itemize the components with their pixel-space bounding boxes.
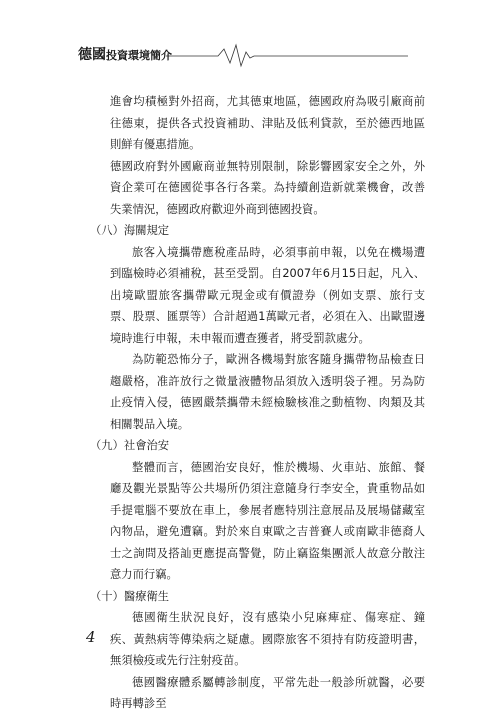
header-title-sub: 投資環境簡介 — [106, 49, 172, 62]
body-paragraph: 整體而言，德國治安良好，惟於機場、火車站、旅館、餐廳及觀光景點等公共場所仍須注意隨身行李安全，貴重物品如手提電腦不要放在車上，參展者應特別注意展品及展場儲藏室內物品，避免遭竊。對於來自東歐之吉普賽人或南歐非德裔人士之詢問及搭訕更應提高警覺，防止竊盜集團派人故意分散注意力而行竊。 — [110, 460, 425, 581]
page-number: 4 — [86, 628, 96, 646]
body-paragraph: 德國醫療體系屬轉診制度，平常先赴一般診所就醫，必要時再轉診至 — [110, 675, 425, 710]
body-paragraph: 德國衛生狀況良好，沒有感染小兒麻痺症、傷寒症、鐘疾、黃熱病等傳染病之疑慮。國際旅客不須持有防疫證明書，無須檢疫或先行注射疫苗。 — [110, 611, 425, 667]
running-header — [78, 40, 408, 70]
body-paragraph: 為防範恐怖分子，歐洲各機場對旅客隨身攜帶物品檢查日趨嚴格，准許放行之微量液體物品須放入透明袋子裡。另為防止疫情入侵，德國嚴禁攜帶未經檢驗核准之動植物、肉類及其相關製品入境。 — [110, 353, 425, 431]
body-paragraph: 德國政府對外國廠商並無特別限制，除影響國家安全之外，外資企業可在德國從事各行各業。為持續創造新就業機會，改善失業情況，德國政府歡迎外商到德國投資。 — [110, 159, 425, 216]
body-paragraph: 進會均積極對外招商，尤其德東地區，德國政府為吸引廠商前往德東，提供各式投資補助、津貼及低利貸款，至於德西地區則鮮有優惠措施。 — [110, 95, 425, 151]
page-body — [90, 91, 425, 715]
section-heading: （十）醫療衛生 — [90, 589, 170, 603]
header-title — [78, 44, 172, 64]
section-heading: （八）海關規定 — [90, 224, 170, 237]
header-title-main: 德國 — [78, 47, 106, 63]
body-paragraph: 旅客入境攜帶應稅產品時，必須事前申報，以免在機場遭到臨檢時必須補稅，甚至受罰。自2007年6月15日起，凡入、出境歐盟旅客攜帶歐元現金或有價證券（例如支票、旅行支票、股票、匯票等）合計超過1萬歐元者，必須在入、出歐盟邊境時進行申報，未申報而遭查獲者，將受罰款處分。 — [110, 245, 425, 345]
section-heading: （九）社會治安 — [90, 439, 170, 452]
